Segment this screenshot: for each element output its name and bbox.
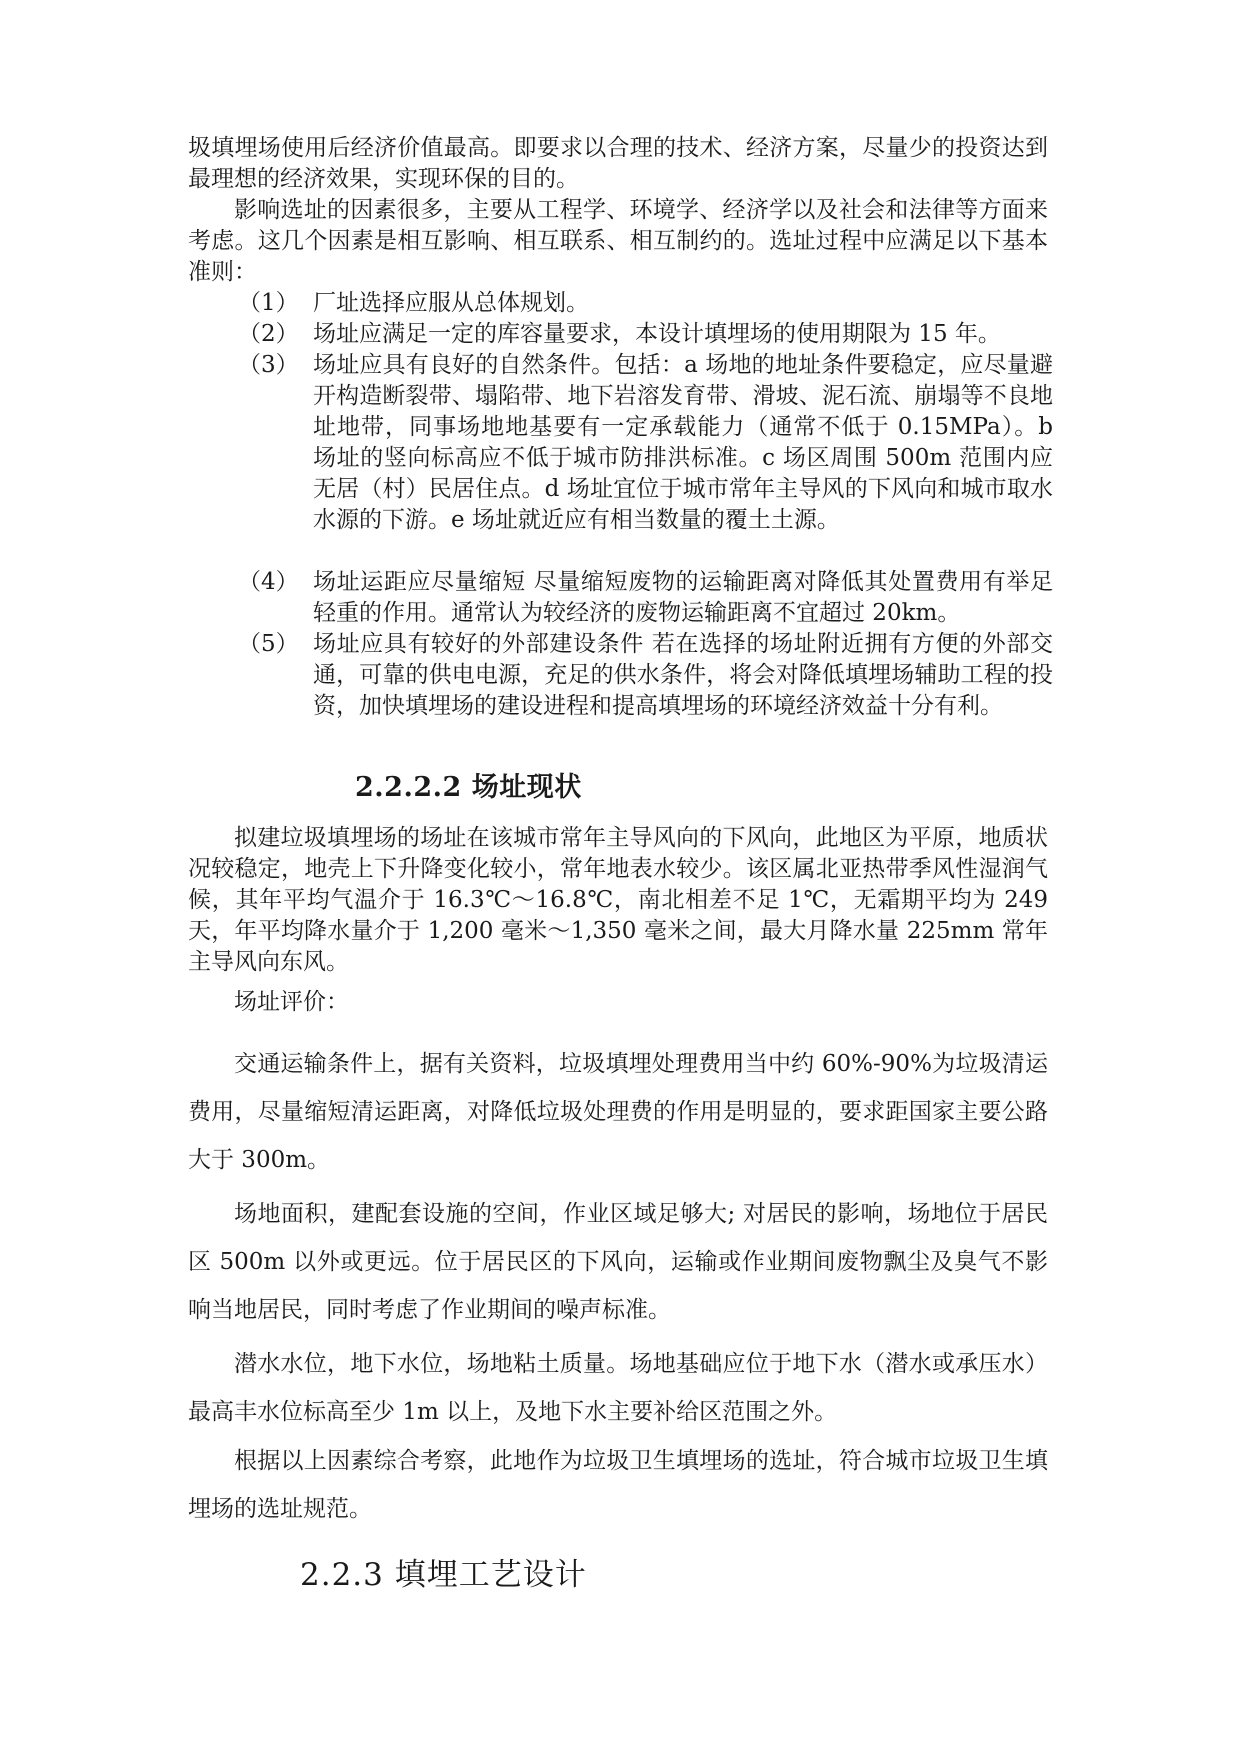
criteria-item-2	[238, 319, 1053, 350]
transport-paragraph: 交通运输条件上，据有关资料，垃圾填埋处理费用当中约 60%-90%为垃圾清运费用，尽量缩短清运距离，对降低垃圾处理费的作用是明显的，要求距国家主要公路大于 300m。	[188, 1051, 1048, 1173]
criteria-item-text: 场址应满足一定的库容量要求，本设计填埋场的使用期限为 15 年。	[313, 321, 1001, 347]
criteria-item-text: 场址应具有较好的外部建设条件 若在选择的场址附近拥有方便的外部交通，可靠的供电电源，充足的供水条件，将会对降低填埋场辅助工程的投资，加快填埋场的建设进程和提高填埋场的环境经济效益十分有利。	[313, 631, 1053, 719]
conclusion-paragraph: 根据以上因素综合考察，此地作为垃圾卫生填埋场的选址，符合城市垃圾卫生填埋场的选址规范。	[188, 1448, 1048, 1522]
criteria-item-number: （4）	[238, 569, 299, 595]
criteria-item-1	[238, 288, 1053, 319]
criteria-item-number: （2）	[238, 321, 299, 347]
criteria-item-text: 厂址选择应服从总体规划。	[313, 290, 589, 316]
site-area-paragraph: 场地面积，建配套设施的空间，作业区域足够大; 对居民的影响，场地位于居民区 500m 以外或更远。位于居民区的下风向，运输或作业期间废物飘尘及臭气不影响当地居民，同时考虑了作业期间的噪声标准。	[188, 1201, 1048, 1323]
criteria-intro-paragraph: 影响选址的因素很多，主要从工程学、环境学、经济学以及社会和法律等方面来考虑。这几个因素是相互影响、相互联系、相互制约的。选址过程中应满足以下基本准则：	[188, 197, 1048, 285]
criteria-item-number: （5）	[238, 631, 299, 657]
criteria-item-text: 场址运距应尽量缩短 尽量缩短废物的运输距离对降低其处置费用有举足轻重的作用。通常认为较经济的废物运输距离不宜超过 20km。	[313, 569, 1053, 626]
criteria-item-3	[238, 350, 1053, 536]
site-evaluation-label: 场址评价：	[234, 989, 349, 1015]
site-status-paragraph: 拟建垃圾填埋场的场址在该城市常年主导风向的下风向，此地区为平原，地质状况较稳定，地壳上下升降变化较小，常年地表水较少。该区属北亚热带季风性湿润气候，其年平均气温介于 16.3℃～16.8℃，南北相差不足 1℃，无霜期平均为 249 天，年平均降水量介于 1,200 毫米～1,350 毫米之间，最大月降水量 225mm 常年主导风向东风。	[188, 825, 1048, 975]
section-heading-2222: 2.2.2.2 场址现状	[355, 772, 582, 803]
criteria-item-4	[238, 567, 1053, 629]
section-heading-223: 2.2.3 填埋工艺设计	[300, 1557, 587, 1593]
criteria-item-text: 场址应具有良好的自然条件。包括：a 场地的地址条件要稳定，应尽量避开构造断裂带、塌陷带、地下岩溶发育带、滑坡、泥石流、崩塌等不良地址地带，同事场地地基要有一定承载能力（通常不低于 0.15MPa）。b 场址的竖向标高应不低于城市防排洪标准。c 场区周围 500m 范围内应无居（村）民居住点。d 场址宜位于城市常年主导风的下风向和城市取水水源的下游。e 场址就近应有相当数量的覆土土源。	[313, 352, 1053, 533]
criteria-item-5	[238, 629, 1053, 722]
groundwater-paragraph: 潜水水位，地下水位，场地粘土质量。场地基础应位于地下水（潜水或承压水）最高丰水位标高至少 1m 以上，及地下水主要补给区范围之外。	[188, 1351, 1048, 1425]
criteria-item-number: （3）	[238, 352, 299, 378]
intro-paragraph-continued: 圾填埋场使用后经济价值最高。即要求以合理的技术、经济方案，尽量少的投资达到最理想的经济效果，实现环保的目的。	[188, 135, 1048, 192]
criteria-item-number: （1）	[238, 290, 299, 316]
